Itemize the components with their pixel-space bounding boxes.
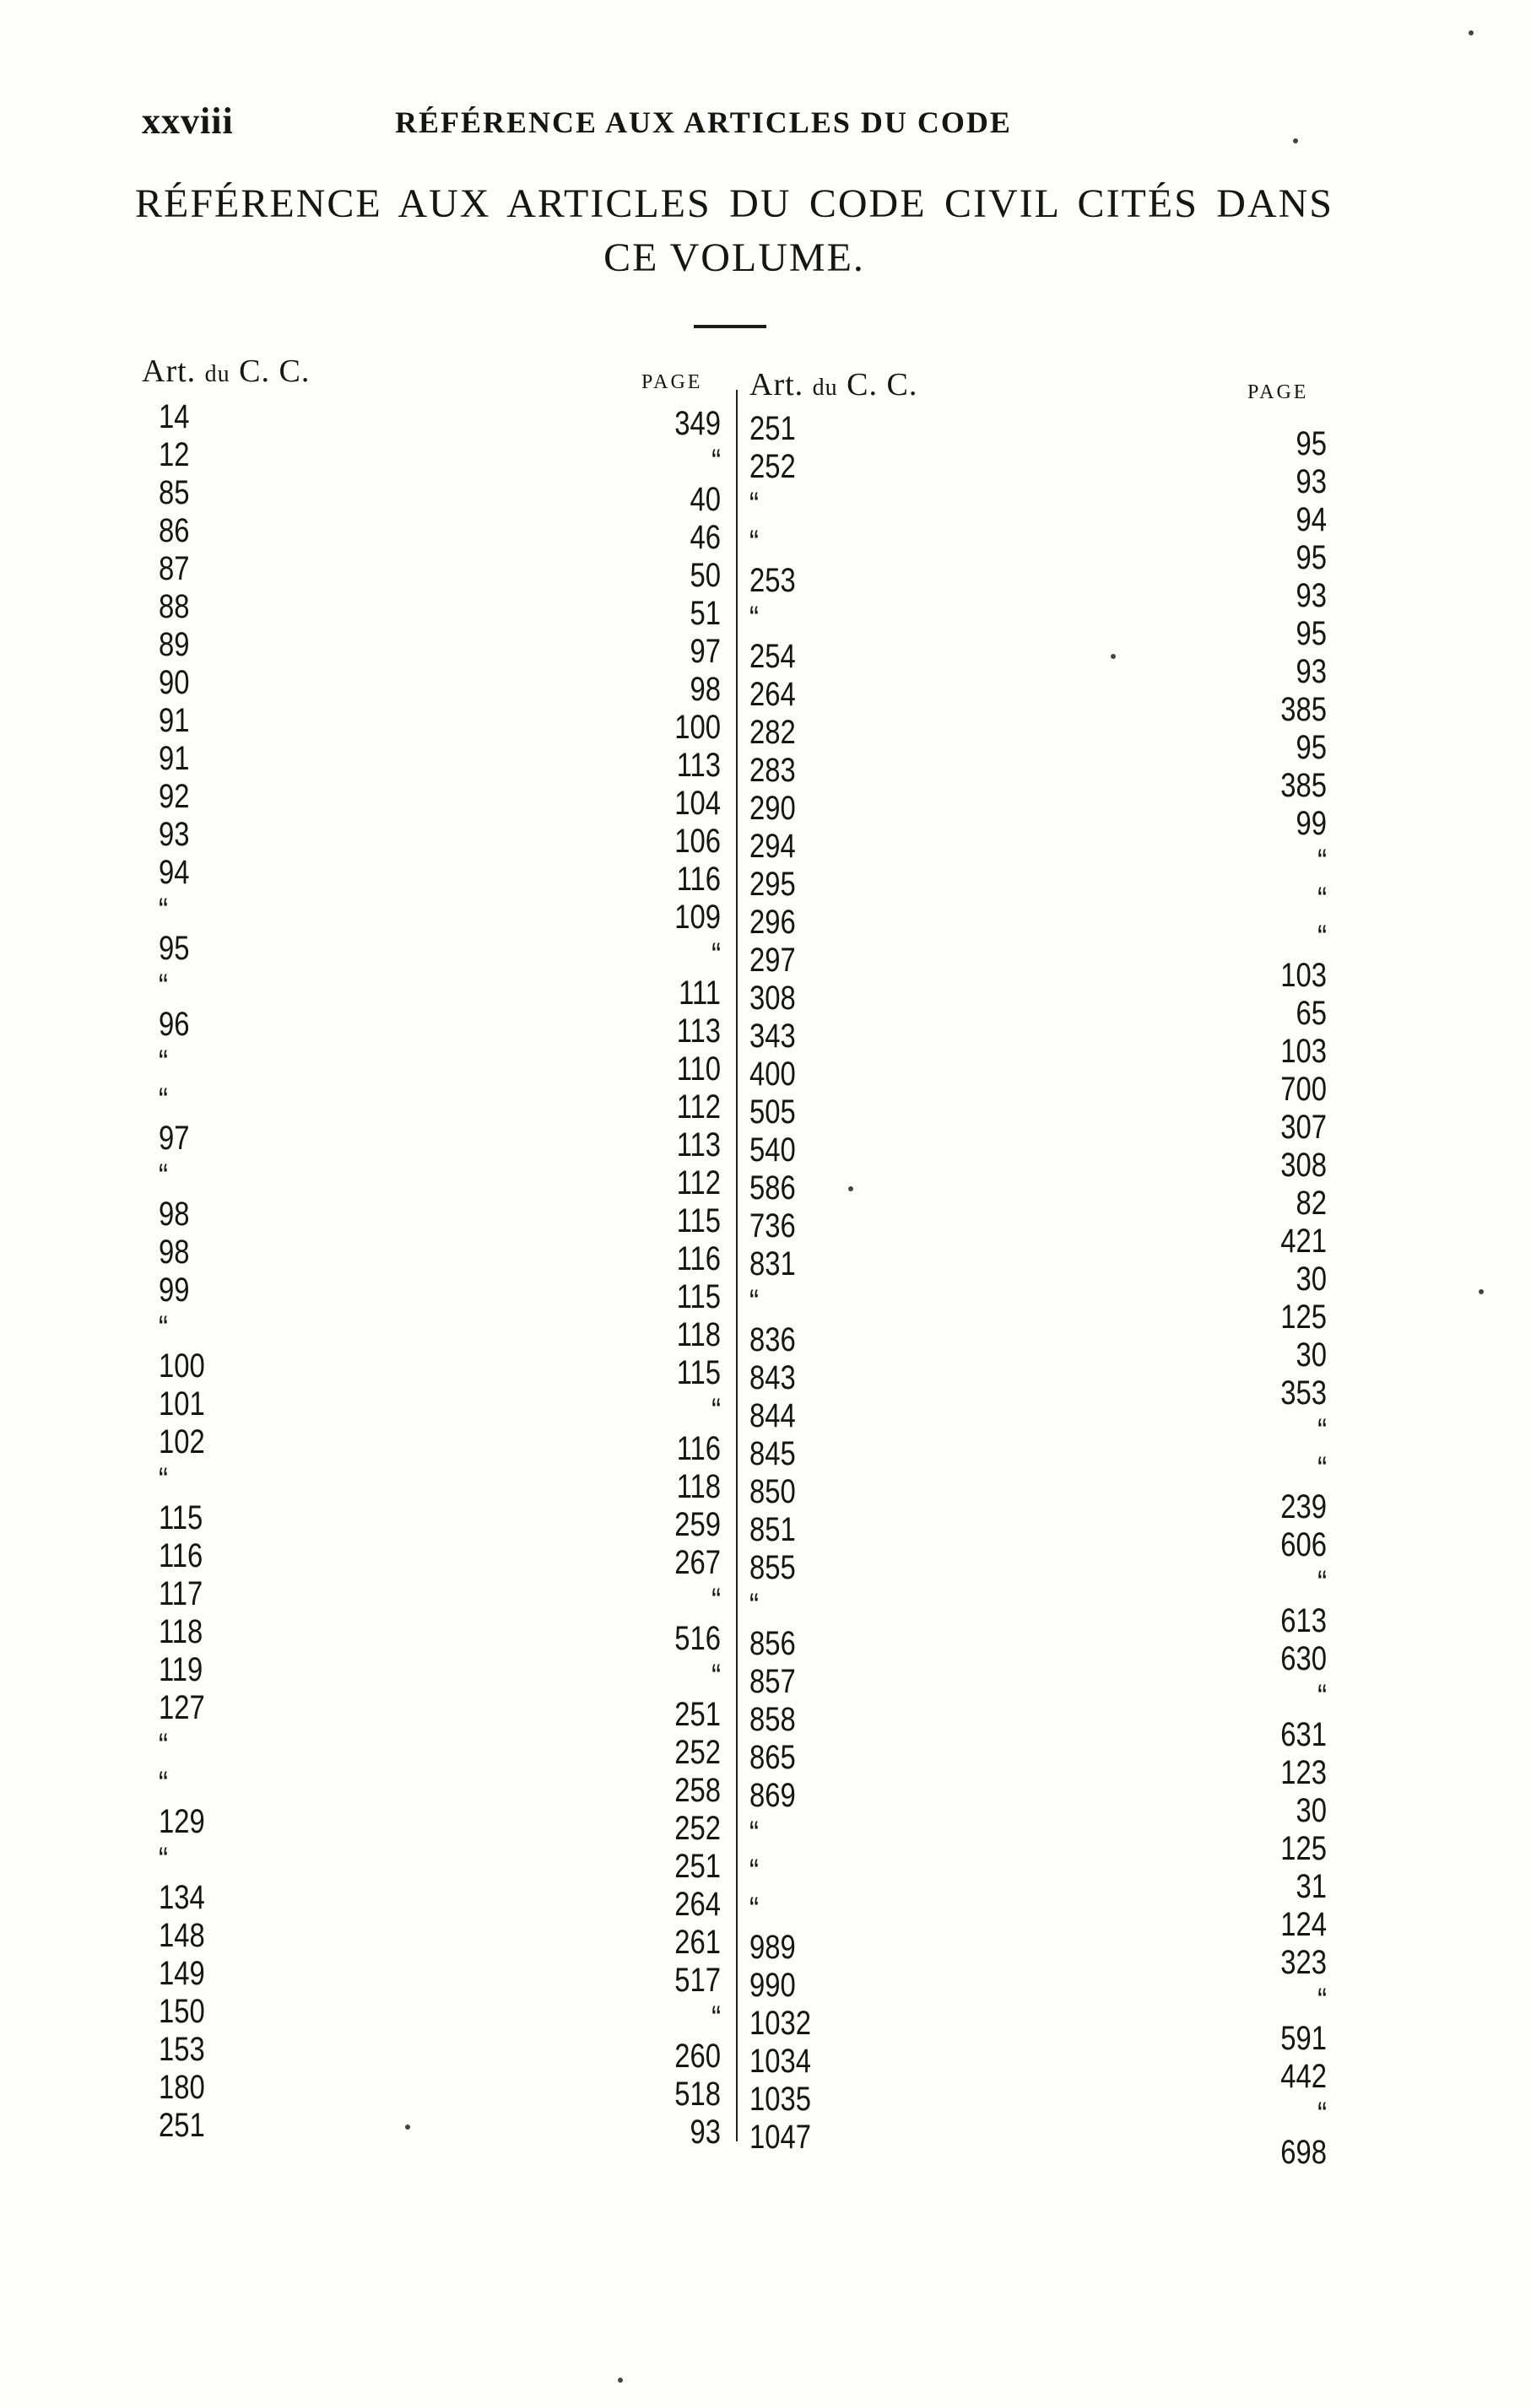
right-page-entry: 613 bbox=[1280, 1602, 1327, 1639]
right-article-entry: “ bbox=[749, 524, 759, 561]
right-article-entry: 836 bbox=[749, 1321, 796, 1358]
right-page-entry: 94 bbox=[1296, 501, 1327, 538]
page-number: xxviii bbox=[142, 100, 234, 142]
left-page-entry: “ bbox=[711, 1658, 721, 1695]
right-article-entry: 855 bbox=[749, 1549, 796, 1586]
right-page-entry: 125 bbox=[1280, 1298, 1327, 1336]
left-page-entry: 118 bbox=[676, 1316, 721, 1353]
right-page-entry: 239 bbox=[1280, 1488, 1327, 1525]
right-page-entry: “ bbox=[1317, 843, 1327, 880]
left-article-entry: 150 bbox=[159, 1993, 205, 2030]
right-page-entry: 700 bbox=[1280, 1071, 1327, 1108]
left-article-entry: 98 bbox=[159, 1196, 190, 1233]
right-article-entry: 856 bbox=[749, 1625, 796, 1662]
left-page-entry: 50 bbox=[690, 557, 721, 594]
left-page-header: PAGE bbox=[641, 371, 703, 393]
left-page-entry: 349 bbox=[674, 405, 721, 442]
right-article-entry: 845 bbox=[749, 1435, 796, 1472]
right-page-entry: 307 bbox=[1280, 1109, 1327, 1146]
running-head-title: RÉFÉRENCE AUX ARTICLES DU CODE bbox=[395, 105, 1012, 139]
right-article-entry: 990 bbox=[749, 1967, 796, 2004]
right-page-entry: 99 bbox=[1296, 805, 1327, 842]
left-article-entry: 100 bbox=[159, 1347, 205, 1385]
left-page-entry: 112 bbox=[676, 1088, 721, 1126]
left-article-entry: “ bbox=[159, 1082, 168, 1119]
left-article-entry: “ bbox=[159, 1044, 168, 1081]
right-article-entry: 295 bbox=[749, 866, 796, 903]
right-page-entry: “ bbox=[1317, 2096, 1327, 2133]
column-divider bbox=[736, 390, 738, 2141]
left-page-entry: 252 bbox=[674, 1810, 721, 1847]
left-page-entry: 517 bbox=[674, 1962, 721, 1999]
left-article-entry: 129 bbox=[159, 1803, 205, 1840]
left-article-entry: 251 bbox=[159, 2107, 205, 2144]
right-article-entry: 989 bbox=[749, 1929, 796, 1966]
left-article-entry: “ bbox=[159, 1461, 168, 1498]
scan-speck bbox=[1469, 30, 1474, 35]
left-article-entry: 90 bbox=[159, 664, 190, 701]
right-page-entry: 630 bbox=[1280, 1640, 1327, 1677]
left-article-header bbox=[142, 353, 310, 390]
left-header-du: du bbox=[204, 361, 230, 387]
left-article-entry: 102 bbox=[159, 1423, 205, 1460]
left-page-entry: 264 bbox=[674, 1886, 721, 1923]
left-page-entry: 110 bbox=[676, 1050, 721, 1088]
scan-speck bbox=[848, 1186, 853, 1191]
right-page-entry: “ bbox=[1317, 919, 1327, 956]
right-article-entry: 844 bbox=[749, 1397, 796, 1434]
left-article-entry: 85 bbox=[159, 474, 190, 511]
right-header-cc: C. C. bbox=[847, 367, 918, 402]
left-article-entry: 99 bbox=[159, 1271, 190, 1309]
left-page-entry: 113 bbox=[676, 747, 721, 784]
right-page-entry: 65 bbox=[1296, 995, 1327, 1032]
left-article-entry: 115 bbox=[159, 1499, 203, 1536]
left-page-entry: 104 bbox=[674, 785, 721, 822]
right-article-entry: “ bbox=[749, 1587, 759, 1624]
left-article-entry: “ bbox=[159, 1727, 168, 1764]
right-page-column bbox=[1173, 425, 1327, 2172]
right-article-entry: 254 bbox=[749, 638, 796, 675]
left-article-entry: 88 bbox=[159, 588, 190, 625]
right-page-entry: 31 bbox=[1296, 1868, 1327, 1905]
right-article-entry: “ bbox=[749, 1891, 759, 1928]
right-article-entry: 1032 bbox=[749, 2005, 811, 2042]
right-page-entry: 124 bbox=[1280, 1906, 1327, 1943]
left-article-entry: 12 bbox=[159, 436, 190, 473]
right-page-entry: 30 bbox=[1296, 1261, 1327, 1298]
right-page-entry: 385 bbox=[1280, 767, 1327, 804]
left-article-entry: 94 bbox=[159, 854, 190, 891]
right-article-entry: 851 bbox=[749, 1511, 796, 1548]
left-article-entry: 87 bbox=[159, 550, 190, 587]
left-page-entry: 267 bbox=[674, 1544, 721, 1581]
left-page-column bbox=[582, 405, 721, 2152]
left-page-entry: 98 bbox=[690, 671, 721, 708]
right-page-entry: 123 bbox=[1280, 1754, 1327, 1791]
left-article-entry: “ bbox=[159, 892, 168, 929]
left-page-entry: 115 bbox=[676, 1202, 721, 1239]
left-page-entry: “ bbox=[711, 1392, 721, 1429]
left-article-entry: 116 bbox=[159, 1537, 203, 1574]
left-page-entry: 93 bbox=[690, 2114, 721, 2151]
left-page-entry: 106 bbox=[674, 823, 721, 860]
right-article-entry: 264 bbox=[749, 676, 796, 713]
left-article-entry: 148 bbox=[159, 1917, 205, 1954]
left-article-entry: 96 bbox=[159, 1006, 190, 1043]
right-page-entry: “ bbox=[1317, 881, 1327, 918]
right-page-entry: “ bbox=[1317, 1564, 1327, 1601]
right-article-entry: 296 bbox=[749, 904, 796, 941]
right-article-entry: 294 bbox=[749, 828, 796, 865]
right-page-entry: 82 bbox=[1296, 1185, 1327, 1222]
scan-speck bbox=[1479, 1289, 1484, 1294]
left-page-entry: 111 bbox=[679, 975, 721, 1012]
right-article-entry: 400 bbox=[749, 1056, 796, 1093]
right-article-entry: 736 bbox=[749, 1207, 796, 1244]
left-page-entry: “ bbox=[711, 937, 721, 974]
right-page-entry: 95 bbox=[1296, 425, 1327, 462]
left-page-entry: 116 bbox=[676, 1240, 721, 1277]
right-article-entry: 1035 bbox=[749, 2081, 811, 2118]
left-page-entry: “ bbox=[711, 2000, 721, 2037]
right-article-entry: 858 bbox=[749, 1701, 796, 1738]
left-article-entry: 134 bbox=[159, 1879, 205, 1916]
right-article-header bbox=[749, 366, 917, 403]
right-page-entry: “ bbox=[1317, 1678, 1327, 1715]
left-page-entry: 112 bbox=[676, 1164, 721, 1201]
left-article-entry: “ bbox=[159, 1765, 168, 1802]
left-page-entry: 251 bbox=[674, 1696, 721, 1733]
right-page-entry: 308 bbox=[1280, 1147, 1327, 1184]
right-page-entry: 93 bbox=[1296, 577, 1327, 614]
right-article-entry: 505 bbox=[749, 1093, 796, 1131]
right-page-entry: “ bbox=[1317, 1982, 1327, 2019]
left-article-column bbox=[159, 398, 294, 2145]
left-page-entry: 100 bbox=[674, 709, 721, 746]
right-article-entry: 308 bbox=[749, 980, 796, 1017]
left-page-entry: 115 bbox=[676, 1354, 721, 1391]
left-page-entry: 109 bbox=[674, 899, 721, 936]
left-article-entry: 153 bbox=[159, 2031, 205, 2068]
right-article-entry: 869 bbox=[749, 1777, 796, 1814]
left-page-entry: 516 bbox=[674, 1620, 721, 1657]
left-page-entry: 261 bbox=[674, 1924, 721, 1961]
scan-speck bbox=[405, 2125, 410, 2130]
right-article-column bbox=[749, 410, 918, 2157]
scan-speck bbox=[618, 2378, 623, 2383]
left-page-entry: 40 bbox=[690, 481, 721, 518]
right-article-entry: 586 bbox=[749, 1169, 796, 1207]
title-rule bbox=[694, 325, 766, 328]
running-head bbox=[142, 100, 1340, 150]
left-page-entry: “ bbox=[711, 1582, 721, 1619]
left-article-entry: “ bbox=[159, 1309, 168, 1347]
right-page-entry: 103 bbox=[1280, 957, 1327, 994]
right-article-entry: “ bbox=[749, 1283, 759, 1320]
left-page-entry: 260 bbox=[674, 2038, 721, 2075]
left-page-entry: 51 bbox=[690, 595, 721, 632]
right-page-entry: 93 bbox=[1296, 653, 1327, 690]
left-article-entry: 127 bbox=[159, 1689, 205, 1726]
right-article-entry: 850 bbox=[749, 1473, 796, 1510]
left-page-entry: 252 bbox=[674, 1734, 721, 1771]
right-page-entry: 591 bbox=[1280, 2020, 1327, 2057]
left-article-entry: 118 bbox=[159, 1613, 203, 1650]
left-page-entry: “ bbox=[711, 443, 721, 480]
left-page-entry: 251 bbox=[674, 1848, 721, 1885]
left-header-art: Art. bbox=[142, 354, 197, 389]
right-article-entry: 1034 bbox=[749, 2043, 811, 2080]
left-article-entry: 91 bbox=[159, 740, 190, 777]
right-article-entry: 343 bbox=[749, 1018, 796, 1055]
right-article-entry: 283 bbox=[749, 752, 796, 789]
right-page-entry: 323 bbox=[1280, 1944, 1327, 1981]
right-article-entry: 251 bbox=[749, 410, 796, 447]
right-header-art: Art. bbox=[749, 367, 804, 402]
left-page-entry: 115 bbox=[676, 1278, 721, 1315]
left-article-entry: “ bbox=[159, 1841, 168, 1878]
right-article-entry: 290 bbox=[749, 790, 796, 827]
left-article-entry: 91 bbox=[159, 702, 190, 739]
page-title: RÉFÉRENCE AUX ARTICLES DU CODE CIVIL CITÉS DANS CE VOLUME. bbox=[135, 181, 1334, 280]
right-article-entry: “ bbox=[749, 486, 759, 523]
right-article-entry: 843 bbox=[749, 1359, 796, 1396]
left-article-entry: 86 bbox=[159, 512, 190, 549]
right-article-entry: 253 bbox=[749, 562, 796, 599]
right-article-entry: “ bbox=[749, 1853, 759, 1890]
right-page-entry: 30 bbox=[1296, 1792, 1327, 1829]
left-page-entry: 518 bbox=[674, 2076, 721, 2113]
right-page-entry: “ bbox=[1317, 1412, 1327, 1450]
left-article-entry: 93 bbox=[159, 816, 190, 853]
left-article-entry: “ bbox=[159, 1158, 168, 1195]
left-article-entry: 101 bbox=[159, 1385, 205, 1423]
right-page-header: PAGE bbox=[1247, 381, 1309, 403]
scan-speck bbox=[1111, 654, 1116, 659]
left-page-entry: 113 bbox=[676, 1012, 721, 1050]
left-article-entry: “ bbox=[159, 968, 168, 1005]
left-page-entry: 258 bbox=[674, 1772, 721, 1809]
right-page-entry: 125 bbox=[1280, 1830, 1327, 1867]
left-page-entry: 113 bbox=[676, 1126, 721, 1164]
left-article-entry: 89 bbox=[159, 626, 190, 663]
left-article-entry: 117 bbox=[159, 1575, 203, 1612]
right-page-entry: 30 bbox=[1296, 1336, 1327, 1374]
right-article-entry: 831 bbox=[749, 1245, 796, 1282]
right-article-entry: 282 bbox=[749, 714, 796, 751]
left-article-entry: 95 bbox=[159, 930, 190, 967]
left-page-entry: 259 bbox=[674, 1506, 721, 1543]
left-header-cc: C. C. bbox=[239, 354, 311, 389]
left-page-entry: 116 bbox=[676, 1430, 721, 1467]
right-article-entry: 252 bbox=[749, 448, 796, 485]
left-article-entry: 92 bbox=[159, 778, 190, 815]
left-article-entry: 14 bbox=[159, 398, 190, 435]
right-page-entry: 95 bbox=[1296, 615, 1327, 652]
left-page-entry: 118 bbox=[676, 1468, 721, 1505]
left-article-entry: 97 bbox=[159, 1120, 190, 1157]
right-article-entry: 857 bbox=[749, 1663, 796, 1700]
right-article-entry: “ bbox=[749, 1815, 759, 1852]
right-article-entry: 1047 bbox=[749, 2119, 811, 2156]
right-page-entry: 606 bbox=[1280, 1526, 1327, 1563]
right-article-entry: 865 bbox=[749, 1739, 796, 1776]
right-page-entry: 421 bbox=[1280, 1223, 1327, 1260]
right-article-entry: 540 bbox=[749, 1131, 796, 1169]
right-page-entry: 442 bbox=[1280, 2058, 1327, 2095]
right-page-entry: 385 bbox=[1280, 691, 1327, 728]
right-page-entry: 698 bbox=[1280, 2134, 1327, 2171]
right-article-entry: 297 bbox=[749, 942, 796, 979]
right-header-du: du bbox=[812, 375, 838, 401]
left-article-entry: 98 bbox=[159, 1234, 190, 1271]
right-page-entry: 103 bbox=[1280, 1033, 1327, 1070]
right-page-entry: 93 bbox=[1296, 463, 1327, 500]
left-article-entry: 149 bbox=[159, 1955, 205, 1992]
left-page-entry: 116 bbox=[676, 861, 721, 898]
right-page-entry: 631 bbox=[1280, 1716, 1327, 1753]
left-article-entry: 119 bbox=[159, 1651, 203, 1688]
left-page-entry: 97 bbox=[690, 633, 721, 670]
left-page-entry: 46 bbox=[690, 519, 721, 556]
right-page-entry: 95 bbox=[1296, 729, 1327, 766]
left-article-entry: 180 bbox=[159, 2069, 205, 2106]
scan-speck bbox=[1293, 138, 1298, 143]
right-page-entry: 353 bbox=[1280, 1374, 1327, 1412]
right-article-entry: “ bbox=[749, 600, 759, 637]
right-page-entry: 95 bbox=[1296, 539, 1327, 576]
right-page-entry: “ bbox=[1317, 1450, 1327, 1487]
